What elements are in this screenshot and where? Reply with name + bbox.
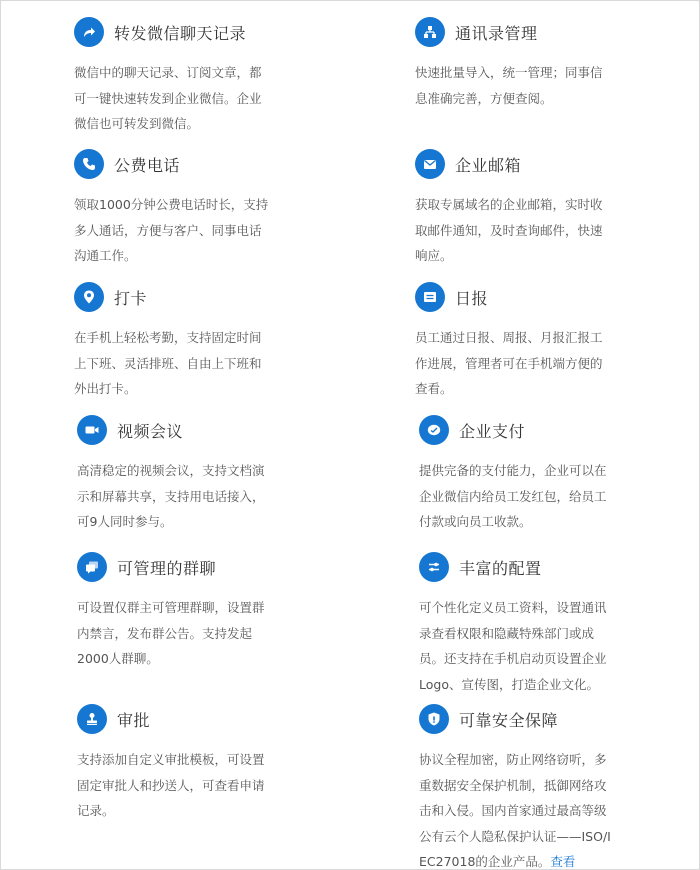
view-more-link[interactable]: 查看 — [550, 854, 576, 869]
video-camera-icon — [77, 415, 107, 445]
feature-header — [74, 16, 314, 48]
feature-header — [419, 703, 659, 735]
mail-icon — [415, 149, 445, 179]
feature-header — [419, 414, 659, 446]
feature-title: 打卡 — [114, 288, 148, 308]
feature-title: 可管理的群聊 — [117, 558, 217, 578]
feature-mail — [415, 148, 655, 269]
feature-title: 丰富的配置 — [459, 558, 542, 578]
feature-description: 在手机上轻松考勤，支持固定时间 上下班、灵活排班、自由上下班和 外出打卡。 — [74, 330, 262, 396]
feature-title: 日报 — [455, 288, 489, 308]
shield-icon — [419, 704, 449, 734]
feature-header — [77, 414, 317, 446]
feature-description: 高清稳定的视频会议，支持文档演 示和屏幕共享，支持用电话接入， 可9人同时参与。 — [77, 463, 265, 529]
approval-stamp-icon — [77, 704, 107, 734]
feature-header — [415, 148, 655, 180]
feature-title: 公费电话 — [114, 155, 181, 175]
feature-phone — [74, 148, 314, 269]
group-chat-icon — [77, 552, 107, 582]
feature-description: 可设置仅群主可管理群聊，设置群 内禁言，发布群公告。支持发起 2000人群聊。 — [77, 600, 265, 666]
feature-security — [419, 703, 659, 870]
feature-check-in — [74, 281, 314, 402]
location-pin-icon — [74, 282, 104, 312]
feature-description: 快速批量导入，统一管理；同事信 息准确完善，方便查阅。 — [415, 65, 603, 106]
feature-description-text: 协议全程加密，防止网络窃听，多 重数据安全保护机制，抵御网络攻 击和入侵。国内首家通过最高等级 公有云个人隐私保护认证——ISO/I EC27018的企业产品。 — [419, 752, 611, 869]
feature-description: 提供完备的支付能力，企业可以在 企业微信内给员工发红包，给员工 付款或向员工收款。 — [419, 463, 607, 529]
feature-title: 通讯录管理 — [455, 23, 538, 43]
feature-configuration — [419, 551, 659, 697]
feature-header — [419, 551, 659, 583]
feature-title: 企业邮箱 — [455, 155, 522, 175]
feature-group-chat — [77, 551, 317, 672]
feature-title: 企业支付 — [459, 421, 526, 441]
feature-header — [77, 551, 317, 583]
feature-description — [419, 747, 659, 870]
feature-description: 获取专属域名的企业邮箱，实时收 取邮件通知，及时查询邮件，快速 响应。 — [415, 197, 603, 263]
sliders-icon — [419, 552, 449, 582]
phone-icon — [74, 149, 104, 179]
feature-header — [415, 16, 655, 48]
feature-approval — [77, 703, 317, 824]
feature-video-meeting — [77, 414, 317, 535]
feature-contacts — [415, 16, 655, 111]
feature-forward-chat — [74, 16, 314, 137]
share-arrow-icon — [74, 17, 104, 47]
feature-daily-report — [415, 281, 655, 402]
feature-description: 支持添加自定义审批模板，可设置 固定审批人和抄送人，可查看申请 记录。 — [77, 752, 265, 818]
feature-title: 视频会议 — [117, 421, 184, 441]
org-chart-icon — [415, 17, 445, 47]
payment-icon — [419, 415, 449, 445]
feature-description: 员工通过日报、周报、月报汇报工 作进展，管理者可在手机端方便的 查看。 — [415, 330, 603, 396]
feature-title: 转发微信聊天记录 — [114, 23, 247, 43]
feature-header — [74, 281, 314, 313]
report-card-icon — [415, 282, 445, 312]
feature-header — [415, 281, 655, 313]
feature-header — [77, 703, 317, 735]
feature-header — [74, 148, 314, 180]
feature-description: 可个性化定义员工资料，设置通讯 录查看权限和隐藏特殊部门或成 员。还支持在手机启动页设置企业 Logo、宣传图，打造企业文化。 — [419, 600, 607, 692]
feature-description: 微信中的聊天记录、订阅文章，都 可一键快速转发到企业微信。企业 微信也可转发到微信。 — [74, 65, 262, 131]
feature-title: 可靠安全保障 — [459, 710, 559, 730]
feature-payment — [419, 414, 659, 535]
feature-title: 审批 — [117, 710, 151, 730]
feature-description: 领取1000分钟公费电话时长，支持 多人通话，方便与客户、同事电话 沟通工作。 — [74, 197, 269, 263]
